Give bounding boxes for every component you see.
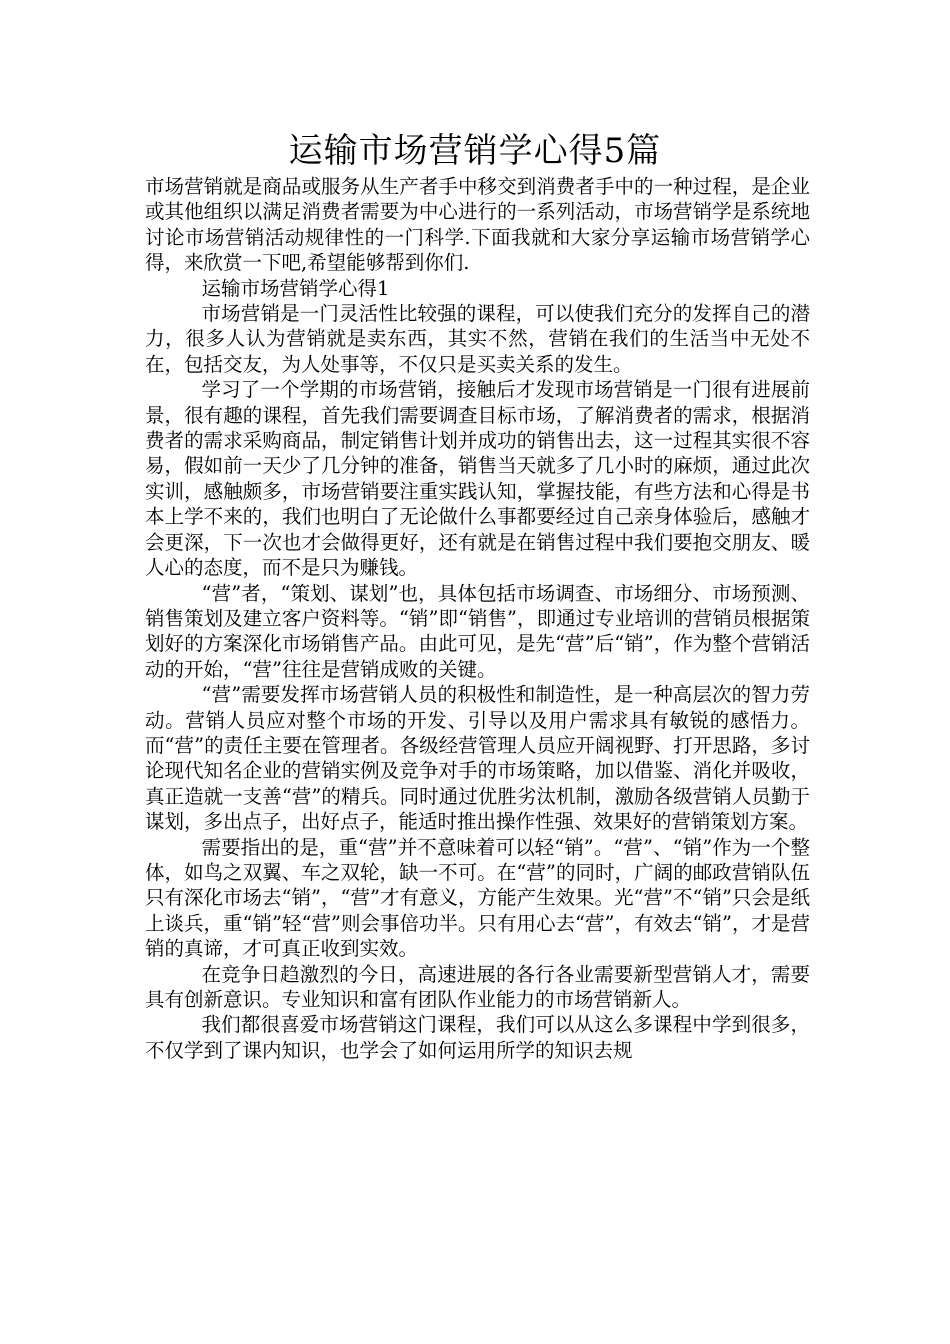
section-heading: 运输市场营销学心得1 [201, 276, 390, 300]
document-title: 运输市场营销学心得5篇 [288, 131, 662, 171]
intro-paragraph: 市场营销就是商品或服务从生产者手中移交到消费者手中的一种过程，是企业或其他组织以满足消费者需要为中心进行的一系列活动，市场营销学是系统地讨论市场营销活动规律性的一门科学.下面我就和大家分享运输市场营销学心得，来欣赏一下吧,希望能够帮到你们. [145, 175, 810, 275]
document-body [145, 174, 810, 1063]
body-paragraph: 学习了一个学期的市场营销，接触后才发现市场营销是一门很有进展前景，很有趣的课程，首先我们需要调查目标市场，了解消费者的需求，根据消费者的需求采购商品，制定销售计划并成功的销售出去，这一过程其实很不容易，假如前一天少了几分钟的准备，销售当天就多了几小时的麻烦，通过此次实训，感触颇多，市场营销要注重实践认知，掌握技能，有些方法和心得是书本上学不来的，我们也明白了无论做什么事都要经过自己亲身体验后，感触才会更深，下一次也才会做得更好，还有就是在销售过程中我们要抱交朋友、暖人心的态度，而不是只为赚钱。 [145, 378, 810, 580]
body-paragraph: 需要指出的是，重“营”并不意味着可以轻“销”。“营”、“销”作为一个整体，如鸟之双翼、车之双轮，缺一不可。在“营”的同时，广阔的邮政营销队伍只有深化市场去“销”，“营”才有意义，方能产生效果。光“营”不“销”只会是纸上谈兵，重“销”轻“营”则会事倍功半。只有用心去“营”，有效去“销”，才是营销的真谛，才可真正收到实效。 [145, 835, 810, 961]
body-paragraph: 市场营销是一门灵活性比较强的课程，可以使我们充分的发挥自己的潜力，很多人认为营销就是卖东西，其实不然，营销在我们的生活当中无处不在，包括交友，为人处事等，不仅只是买卖关系的发生。 [145, 302, 810, 376]
body-paragraph: 在竞争日趋激烈的今日，高速进展的各行各业需要新型营销人才，需要具有创新意识。专业知识和富有团队作业能力的市场营销新人。 [145, 962, 810, 1011]
body-paragraph: 我们都很喜爱市场营销这门课程，我们可以从这么多课程中学到很多，不仅学到了课内知识，也学会了如何运用所学的知识去规 [145, 1013, 810, 1062]
body-paragraph: “营”需要发挥市场营销人员的积极性和制造性，是一种高层次的智力劳动。营销人员应对整个市场的开发、引导以及用户需求具有敏锐的感悟力。而“营”的责任主要在管理者。各级经营管理人员应开阔视野、打开思路，多讨论现代知名企业的营销实例及竞争对手的市场策略，加以借鉴、消化并吸收，真正造就一支善“营”的精兵。同时通过优胜劣汰机制，激励各级营销人员勤于谋划，多出点子，出好点子，能适时推出操作性强、效果好的营销策划方案。 [145, 683, 810, 834]
body-paragraph: “营”者，“策划、谋划”也，具体包括市场调查、市场细分、市场预测、销售策划及建立客户资料等。“销”即“销售”，即通过专业培训的营销员根据策划好的方案深化市场销售产品。由此可见，是先“营”后“销”，作为整个营销活动的开始，“营”往往是营销成败的关键。 [145, 581, 810, 681]
